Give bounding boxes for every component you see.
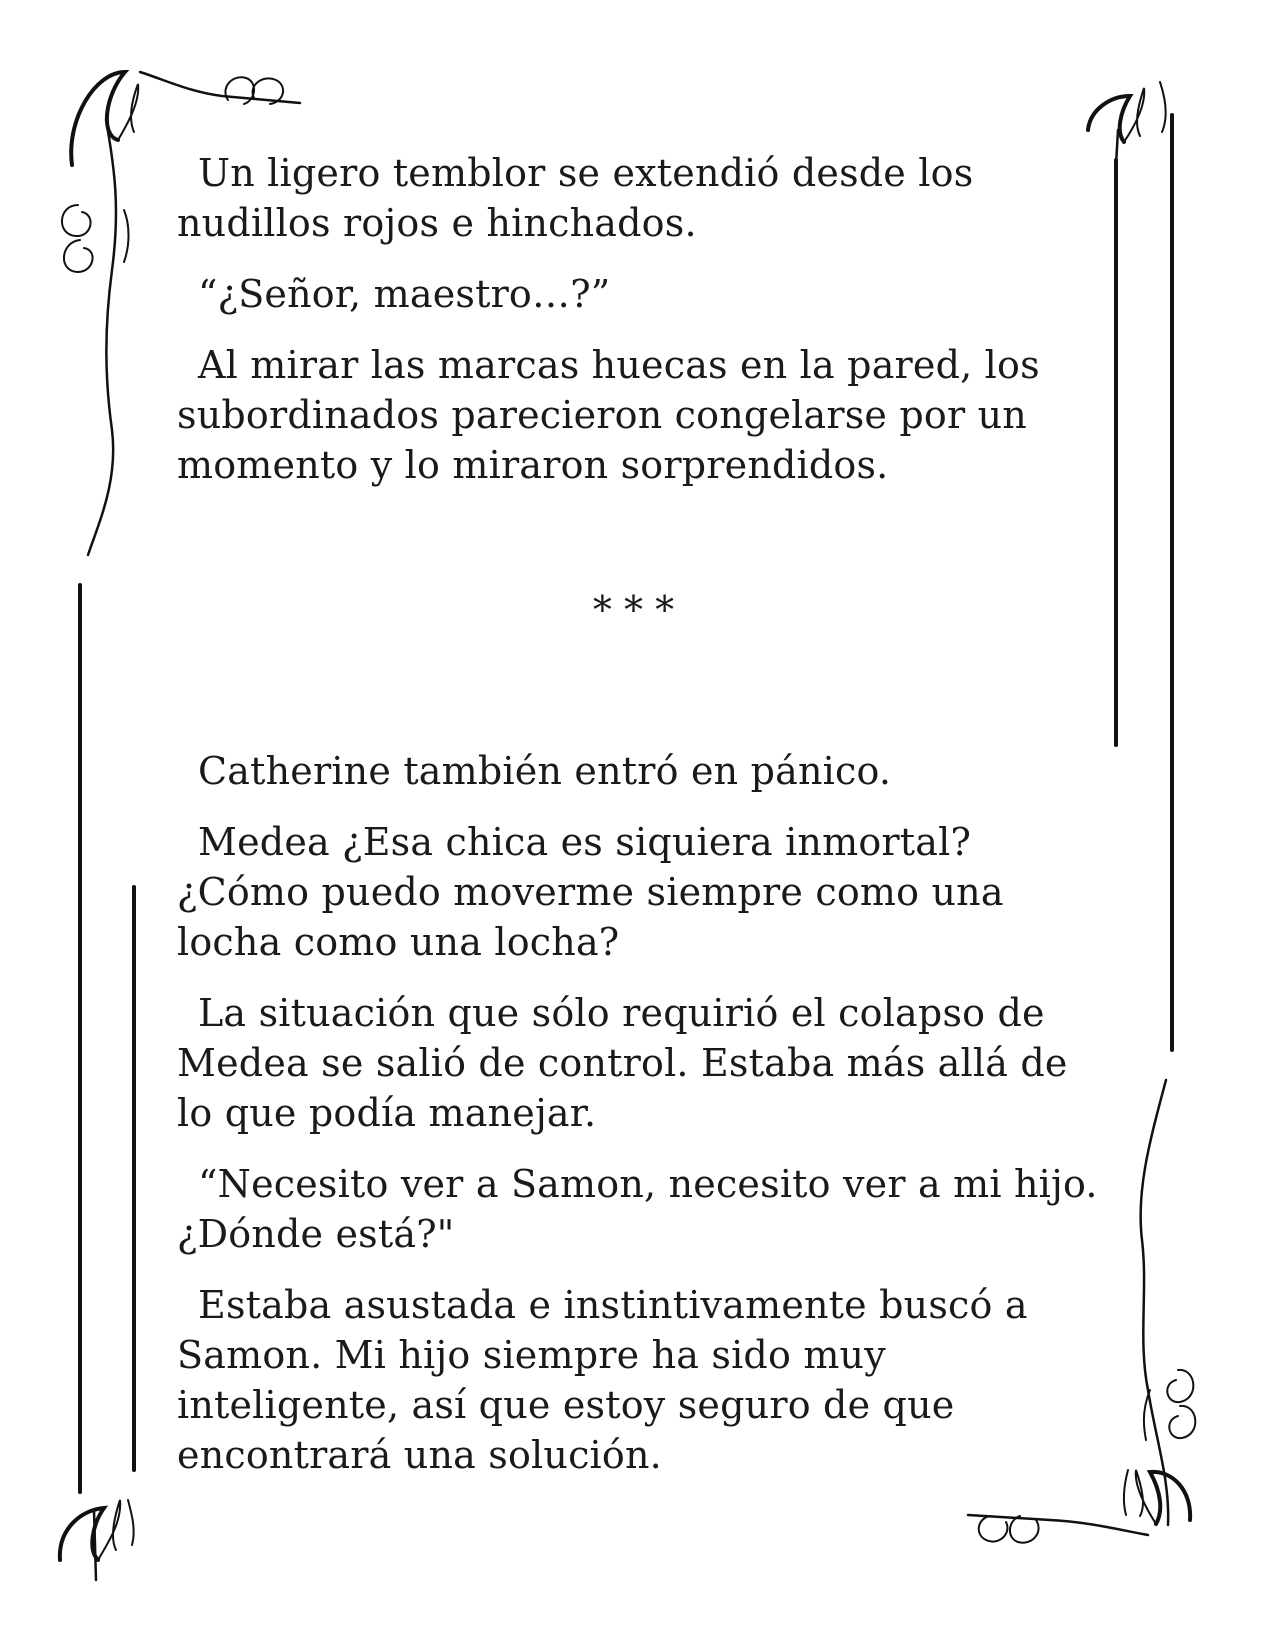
paragraph-7 <box>177 1159 1097 1259</box>
paragraph-2 <box>177 269 1097 319</box>
paragraph-line: Estaba asustada e instintivamente buscó a <box>198 1283 1028 1327</box>
paragraph-5 <box>177 817 1097 967</box>
paragraph-line: Un ligero temblor se extendió desde los <box>198 151 974 195</box>
paragraph-line: nudillos rojos e hinchados. <box>177 201 697 245</box>
paragraph-line: encontrará una solución. <box>177 1433 662 1477</box>
paragraph-line: “¿Señor, maestro…?” <box>198 272 611 316</box>
paragraph-line: Medea se salió de control. Estaba más allá de <box>177 1041 1068 1085</box>
paragraph-line: Al mirar las marcas huecas en la pared, los <box>198 343 1040 387</box>
paragraph-line: momento y lo miraron sorprendidos. <box>177 443 889 487</box>
paragraph-line: inteligente, así que estoy seguro de que <box>177 1383 955 1427</box>
paragraph-line: Samon. Mi hijo siempre ha sido muy <box>177 1333 886 1377</box>
paragraph-line: lo que podía manejar. <box>177 1091 597 1135</box>
separator-asterisks: * * * <box>592 588 675 632</box>
top-right-flourish-icon <box>1088 82 1166 165</box>
paragraph-line: La situación que sólo requirió el colapso de <box>198 991 1045 1035</box>
paragraph-line: Catherine también entró en pánico. <box>198 749 892 793</box>
paragraph-6 <box>177 988 1097 1138</box>
paragraph-line: subordinados parecieron congelarse por un <box>177 393 1027 437</box>
paragraph-line: ¿Dónde está?" <box>177 1212 455 1256</box>
paragraph-3 <box>177 340 1097 490</box>
paragraph-line: Medea ¿Esa chica es siquiera inmortal? <box>198 820 972 864</box>
section-one <box>177 148 1097 490</box>
section-two <box>177 746 1097 1480</box>
paragraph-line: “Necesito ver a Samon, necesito ver a mi hijo. <box>198 1162 1098 1206</box>
scene-separator <box>0 590 1275 630</box>
paragraph-1 <box>177 148 1097 248</box>
bottom-left-flourish-icon <box>60 1500 134 1580</box>
paragraph-8 <box>177 1280 1097 1480</box>
paragraph-line: locha como una locha? <box>177 920 620 964</box>
paragraph-line: ¿Cómo puedo moverme siempre como una <box>177 870 1004 914</box>
paragraph-4 <box>177 746 1097 796</box>
